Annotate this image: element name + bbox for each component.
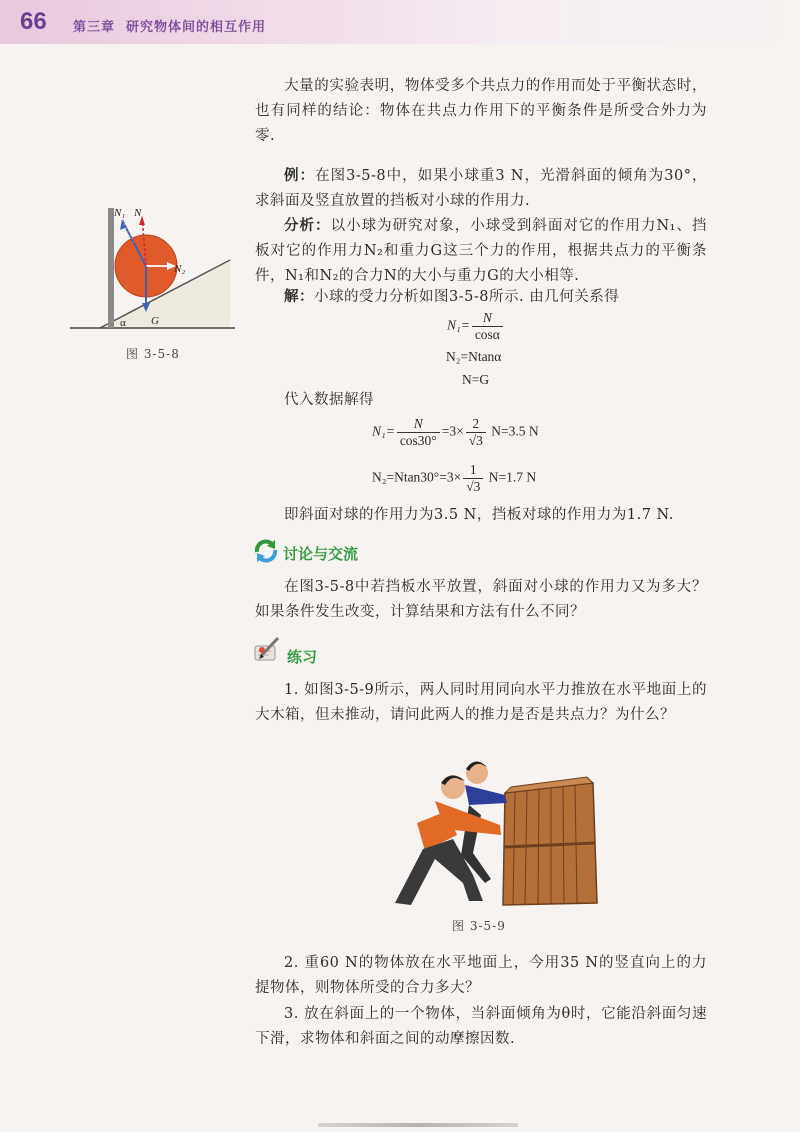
solution-label: 解： <box>284 288 314 305</box>
n-label: N <box>134 207 142 219</box>
practice-question-2: 2. 重60 N的物体放在水平地面上，今用35 N的竖直向上的力提物体，则物体所受的合力多大？ <box>255 955 707 996</box>
equation-3: N=G <box>462 372 490 387</box>
example-text: 在图3-5-8中，如果小球重3 N，光滑斜面的倾角为30°，求斜面及竖直放置的挡板对小球的作用力. <box>255 168 708 209</box>
footer-bar <box>318 1123 518 1127</box>
wooden-crate <box>503 777 597 905</box>
analysis-text: 以小球为研究对象，小球受到斜面对它的作用力N₁、挡板对它的作用力N₂和重力G这三个力的作用，根据共点力的平衡条件，N₁和N₂的合力N的大小与重力G的大小相等. <box>255 218 708 284</box>
figure-3-5-9-caption: 图 3-5-9 <box>452 919 506 933</box>
chapter-title: 第三章 研究物体间的相互作用 <box>73 20 267 35</box>
practice-icon <box>253 636 281 662</box>
conclusion-paragraph: 即斜面对球的作用力为3.5 N，挡板对球的作用力为1.7 N. <box>284 507 674 523</box>
discussion-title: 讨论与交流 <box>283 545 359 563</box>
equation-1: N₁= $\frac{N}{\cos\alpha}$ <box>447 310 505 343</box>
discussion-icon <box>253 538 279 564</box>
analysis-paragraph <box>255 213 707 289</box>
intro-paragraph: 大量的实验表明，物体受多个共点力的作用而处于平衡状态时，也有同样的结论：物体在共点力作用下的平衡条件是所受合外力为零. <box>255 78 707 144</box>
page-number: 66 <box>20 8 47 35</box>
n2-label: N₂ <box>174 263 186 275</box>
g-label: G <box>151 315 159 327</box>
discussion-text: 在图3-5-8中若挡板水平放置，斜面对小球的作用力又为多大？如果条件发生改变，计算结果和方法有什么不同？ <box>255 579 707 620</box>
n1-label: N₁ <box>114 207 126 219</box>
solution-text: 小球的受力分析如图3-5-8所示. 由几何关系得 <box>314 289 620 305</box>
analysis-label: 分析： <box>284 217 331 234</box>
substitute-line: 代入数据解得 <box>284 392 374 408</box>
example-paragraph <box>255 163 707 214</box>
baffle-board <box>108 208 114 328</box>
equation-4: N₁= $\frac{N}{\cos 30^\circ}$ =3× $\frac{2}{√3}$ N=3.5 N <box>372 416 539 448</box>
example-label: 例： <box>284 167 316 184</box>
figure-3-5-8-caption: 图 3-5-8 <box>126 347 180 361</box>
practice-title: 练习 <box>287 648 318 666</box>
figure-3-5-8 <box>70 200 240 335</box>
solution-paragraph <box>255 284 707 310</box>
alpha-label: α <box>120 317 126 329</box>
equation-5: N₂=Ntan30°=3× $\frac{1}{√3}$ N=1.7 N <box>372 462 537 494</box>
practice-question-3: 3. 放在斜面上的一个物体，当斜面倾角为θ时，它能沿斜面匀速下滑，求物体和斜面之间的动摩擦因数. <box>255 1006 707 1047</box>
page-header <box>0 0 800 44</box>
practice-question-1: 1. 如图3-5-9所示，两人同时用同向水平力推放在水平地面上的大木箱，但未推动，请问此两人的推力是否是共点力？为什么？ <box>255 682 707 723</box>
figure-3-5-9 <box>365 755 605 910</box>
equation-2: N₂=Ntanα <box>446 349 502 364</box>
